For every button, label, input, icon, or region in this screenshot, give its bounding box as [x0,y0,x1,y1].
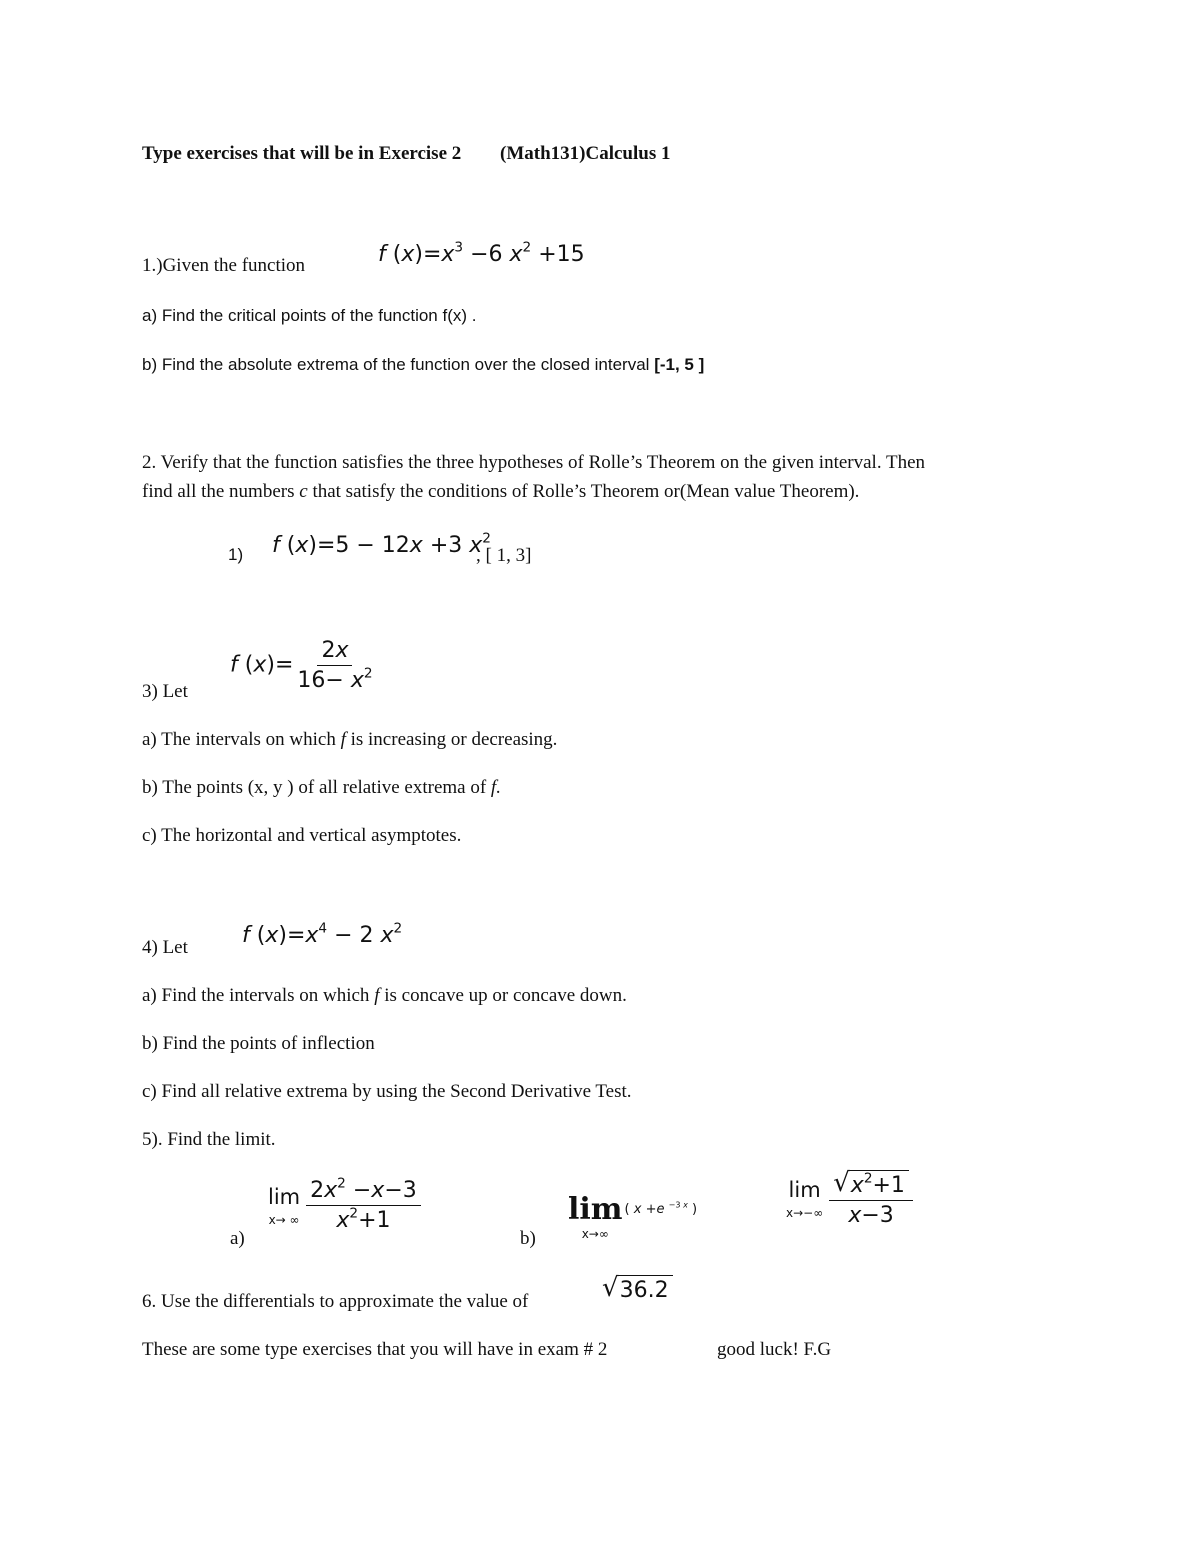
q4-part-c: c) Find all relative extrema by using the Second Derivative Test. [142,1081,632,1102]
q2-function: f (x)=5 − 12x +3 $x^2$ [272,530,491,558]
q2-line2 [142,481,859,503]
q3-part-a-pre: a) The intervals on which [142,729,341,750]
q3-part-b-pre: b) The points (x, y ) of all relative extrema of [142,777,491,798]
q5-limit-a [268,1175,421,1233]
page-title [142,143,671,165]
q1-part-b-text: b) Find the absolute extrema of the function over the closed interval [142,355,655,374]
q3-part-a [142,729,557,751]
q5-limit-a-fraction: $\frac{2x^2 -x-3}{x^2+1}$ [306,1178,421,1233]
q2-line2-pre: find all the numbers [142,481,300,502]
q1-part-b [142,355,704,375]
sqrt-icon: √ $x^2+1$ [833,1170,909,1198]
q5-a-label: a) [230,1228,245,1249]
title-right: (Math131)Calculus 1 [500,143,671,164]
q5-limit-c-fraction: √ $x^2+1$ x−3 [829,1170,913,1228]
q1-part-a: a) Find the critical points of the function f(x) . [142,306,477,325]
q6-text: 6. Use the differentials to approximate the value of [142,1291,529,1312]
q3-part-a-var: f [340,729,346,750]
q4-part-b: b) Find the points of inflection [142,1033,375,1054]
q4-part-a-post: is concave up or concave down. [379,985,627,1006]
q5-label: 5). Find the limit. [142,1129,276,1150]
q6-radicand: 36.2 [618,1275,673,1303]
q3-part-c: c) The horizontal and vertical asymptotes. [142,825,462,846]
q5-limit-b-operator: lim x→∞ [568,1192,623,1241]
q6-sqrt [602,1275,673,1303]
q2-variable-c: c [299,481,308,502]
q5-limit-b [568,1192,697,1241]
q2-line1: 2. Verify that the function satisfies the three hypotheses of Rolle’s Theorem on the given interval. Then [142,452,926,473]
q3-fraction: $\frac{2x}{16- x^2}$ [297,638,373,693]
q4-part-a [142,985,627,1007]
q4-label: 4) Let [142,937,188,958]
title-left: Type exercises that will be in Exercise 2 [142,143,462,164]
q4-part-a-pre: a) Find the intervals on which [142,985,375,1006]
q3-part-b [142,777,501,799]
q5-limit-b-expression: ( x +e −3 x ) [624,1199,698,1217]
q5-limit-c-operator: lim x→−∞ [786,1178,824,1220]
q1-interval: [-1, 5 ] [654,355,705,374]
q2-item-label: 1) [228,545,244,564]
footer-text: These are some type exercises that you will have in exam # 2 [142,1339,608,1360]
q3-label: 3) Let [142,681,188,702]
q1-function: f $(x)=x^3 -6$ $x^2 +15$ [378,239,585,267]
q3-part-a-post: is increasing or decreasing. [345,729,558,750]
footer-sign: good luck! F.G [717,1339,832,1360]
q5-limit-a-operator: lim x→ ∞ [268,1184,301,1227]
q4-part-a-var: f [374,985,380,1006]
q4-function: f $(x)=x^4 - 2$ $x^2$ [242,920,403,948]
q1-intro: 1.)Given the function [142,255,306,276]
q2-line2-post: that satisfy the conditions of Rolle’s Theorem or(Mean value Theorem). [307,481,860,502]
q2-interval: , [ 1, 3] [476,545,532,566]
q5-limit-c [786,1170,913,1228]
q3-part-b-var: f. [490,777,501,798]
sqrt-icon: √ 36.2 [602,1275,673,1303]
q5-b-label: b) [520,1228,536,1249]
q3-function: f (x)= $\frac{2x}{16- x^2}$ [230,638,377,693]
